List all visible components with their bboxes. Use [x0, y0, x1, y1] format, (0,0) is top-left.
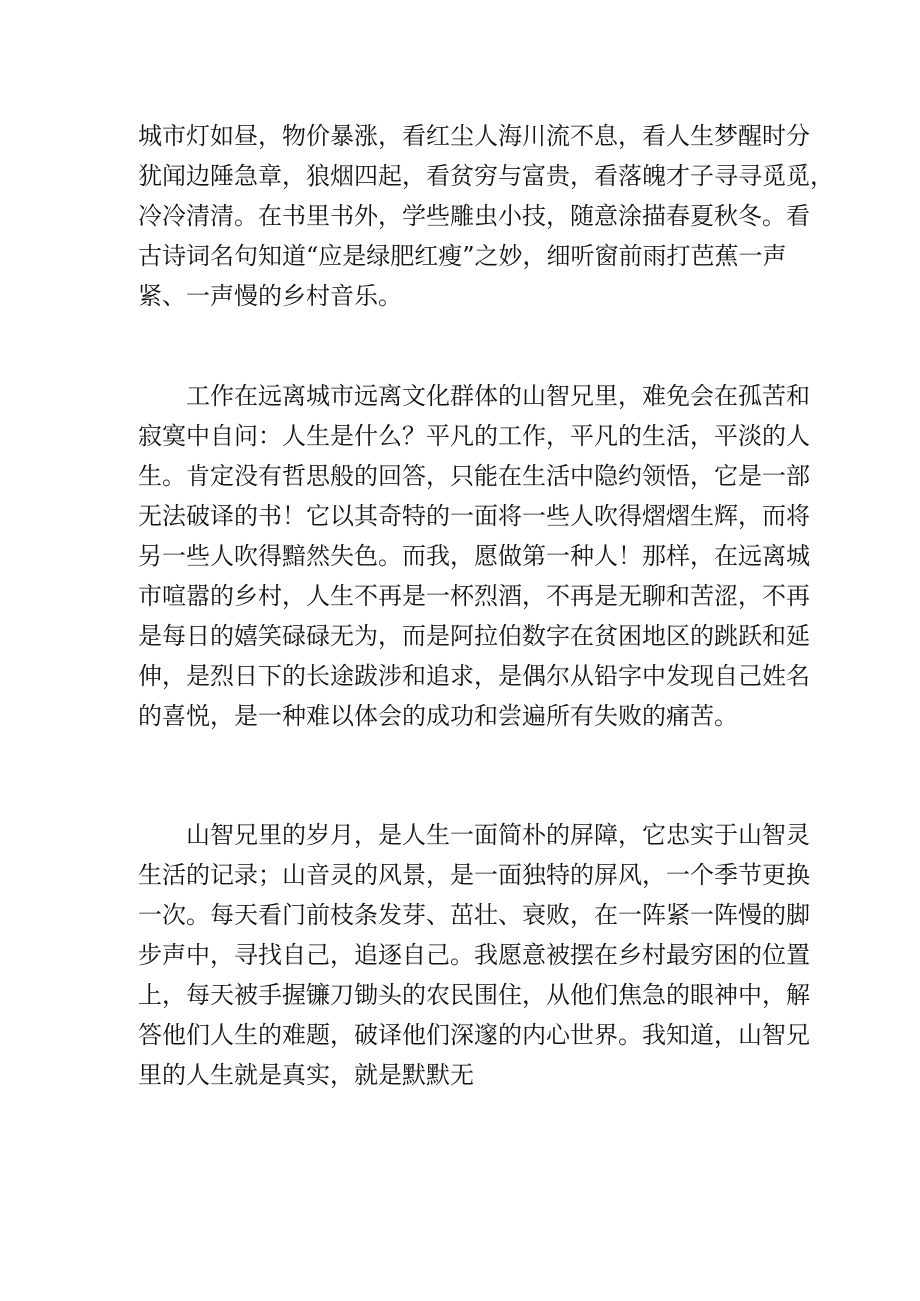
text-line: 无法破译的书！它以其奇特的一面将一些人吹得熠熠生辉，而将: [138, 502, 810, 530]
text-line: 答他们人生的难题，破译他们深邃的内心世界。我知道，山智兄: [138, 1021, 810, 1049]
text-line: 步声中，寻找自己，追逐自己。我愿意被摆在乡村最穷困的位置: [138, 941, 810, 969]
text-line: 生。肯定没有哲思般的回答，只能在生活中隐约领悟，它是一部: [138, 462, 810, 490]
text-line: 伸，是烈日下的长途跋涉和追求，是偶尔从铅字中发现自己姓名: [138, 662, 810, 690]
text-line: 城市灯如昼，物价暴涨，看红尘人海川流不息，看人生梦醒时分: [138, 122, 810, 150]
text-line: 生活的记录；山音灵的风景，是一面独特的屏风，一个季节更换: [138, 861, 810, 889]
text-line: 寂寞中自问：人生是什么？平凡的工作，平凡的生活，平淡的人: [138, 422, 810, 450]
text-line: 紧、一声慢的乡村音乐。: [138, 282, 402, 310]
paragraph-3: [138, 815, 818, 1095]
paragraph-2: [138, 376, 818, 736]
text-line: 一次。每天看门前枝条发芽、茁壮、衰败，在一阵紧一阵慢的脚: [138, 901, 810, 929]
text-line: 上，每天被手握镰刀锄头的农民围住，从他们焦急的眼神中，解: [138, 981, 810, 1009]
text-line: 市喧嚣的乡村，人生不再是一杯烈酒，不再是无聊和苦涩，不再: [138, 582, 810, 610]
text-line: 冷冷清清。在书里书外，学些雕虫小技，随意涂描春夏秋冬。看: [138, 202, 810, 230]
paragraph-1: [138, 116, 834, 316]
text-line: 另一些人吹得黯然失色。而我，愿做第一种人！那样，在远离城: [138, 542, 810, 570]
text-line: 的喜悦，是一种难以体会的成功和尝遍所有失败的痛苦。: [138, 702, 738, 730]
text-line: 里的人生就是真实，就是默默无: [138, 1061, 474, 1089]
text-line: 是每日的嬉笑碌碌无为，而是阿拉伯数字在贫困地区的跳跃和延: [138, 622, 810, 650]
text-line: 古诗词名句知道“应是绿肥红瘦”之妙，细听窗前雨打芭蕉一声: [138, 242, 787, 270]
text-line: 犹闻边陲急章，狼烟四起，看贫穷与富贵，看落魄才子寻寻觅觅，: [138, 162, 834, 190]
text-line: 工作在远离城市远离文化群体的山智兄里，难免会在孤苦和: [186, 382, 810, 410]
text-line: 山智兄里的岁月，是人生一面简朴的屏障，它忠实于山智灵: [186, 821, 810, 849]
